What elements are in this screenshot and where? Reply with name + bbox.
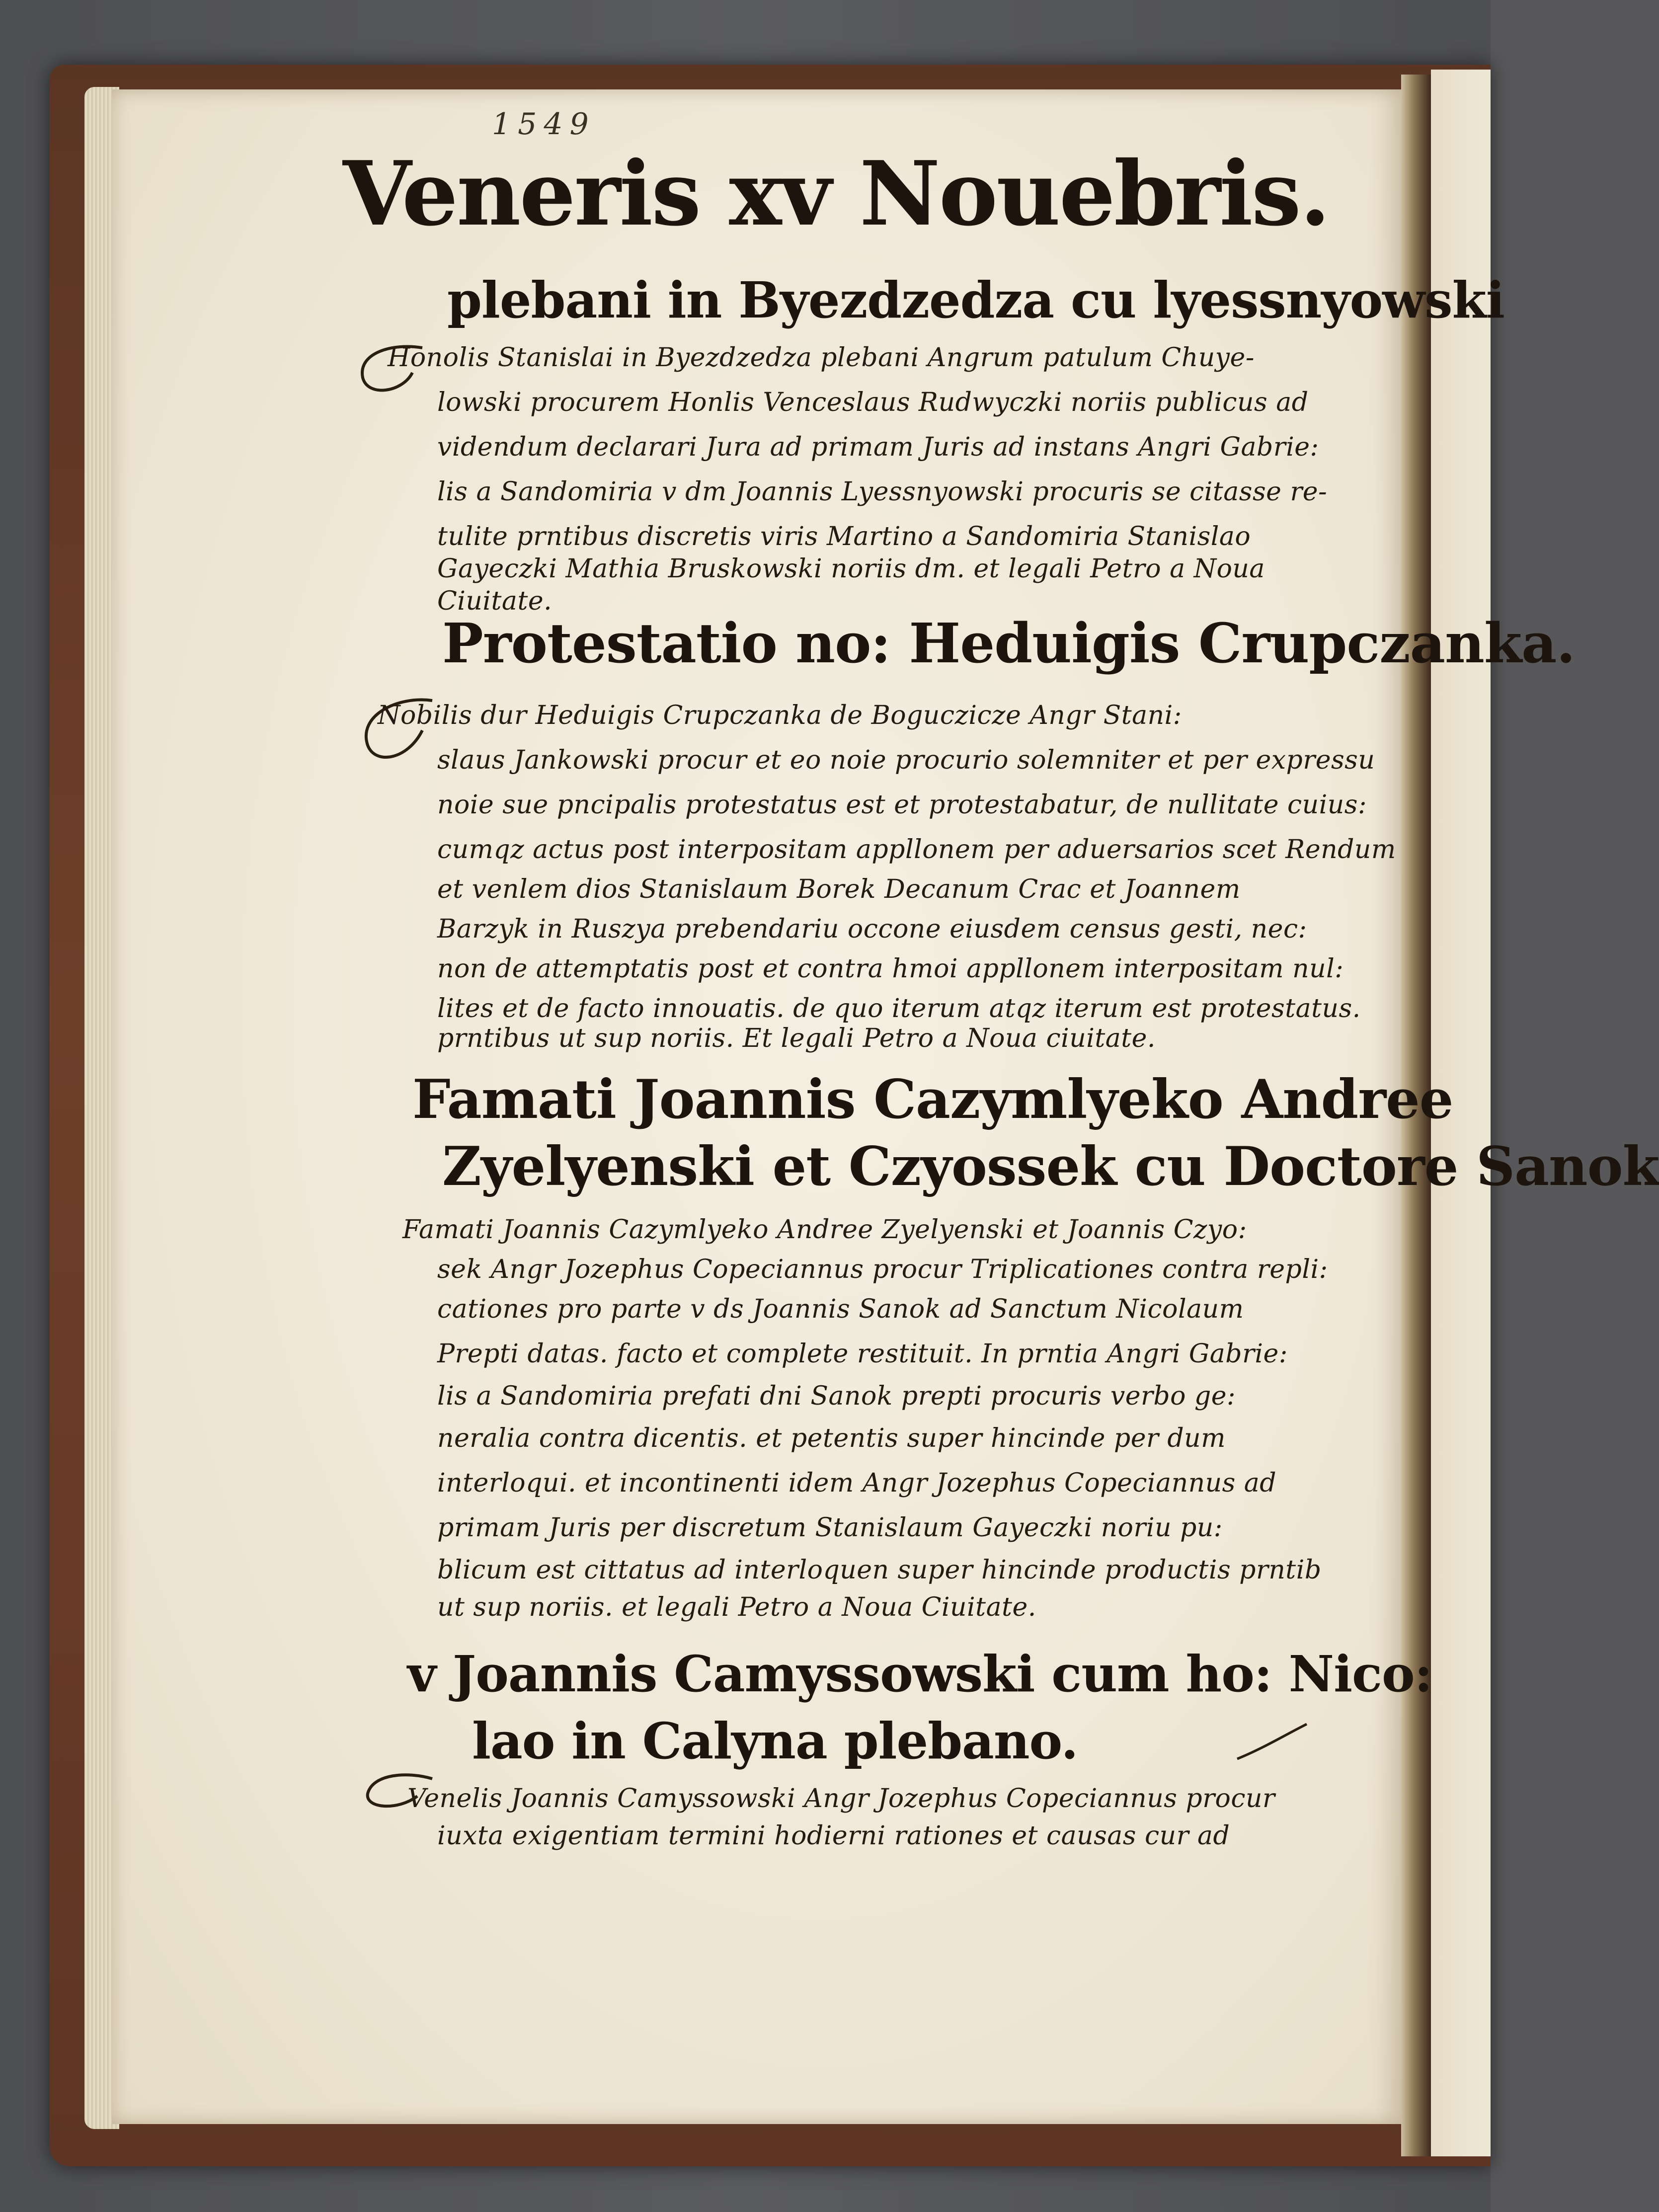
entry-heading: Protestatio no: Heduigis Crupczanka.: [442, 611, 1575, 675]
entry-heading: Zyelyenski et Czyossek cu Doctore Sanok: [442, 1135, 1659, 1198]
text-line: cumqz actus post interpositam appllonem per aduersarios scet Rendum: [437, 835, 1396, 865]
text-line: prntibus ut sup noriis. Et legali Petro a Noua ciuitate.: [437, 1024, 1156, 1053]
entry-heading: v Joannis Camyssowski cum ho: Nico:: [407, 1645, 1432, 1703]
text-line: et venlem dios Stanislaum Borek Decanum Crac et Joannem: [437, 874, 1241, 904]
text-line: lis a Sandomiria prefati dni Sanok prepti procuris verbo ge:: [437, 1381, 1236, 1411]
text-line: Ciuitate.: [437, 586, 553, 616]
text-line: lis a Sandomiria v dm Joannis Lyessnyowski procuris se citasse re-: [437, 477, 1328, 507]
text-line: noie sue pncipalis protestatus est et protestabatur, de nullitate cuius:: [437, 790, 1367, 820]
text-line: primam Juris per discretum Stanislaum Gayeczki noriu pu:: [437, 1513, 1223, 1543]
text-line: Nobilis dur Heduigis Crupczanka de Boguczicze Angr Stani:: [378, 701, 1182, 730]
text-line: cationes pro parte v ds Joannis Sanok ad Sanctum Nicolaum: [437, 1294, 1244, 1324]
text-line: Prepti datas. facto et complete restituit. In prntia Angri Gabrie:: [437, 1339, 1288, 1369]
text-line: Gayeczki Mathia Bruskowski noriis dm. et legali Petro a Noua: [437, 554, 1265, 584]
text-line: slaus Jankowski procur et eo noie procurio solemniter et per expressu: [437, 745, 1375, 775]
entry-heading: plebani in Byezdzedza cu lyessnyowski: [447, 271, 1504, 329]
text-line: interloqui. et incontinenti idem Angr Jozephus Copeciannus ad: [437, 1468, 1277, 1498]
folio-year: 1549: [492, 107, 596, 142]
text-line: sek Angr Jozephus Copeciannus procur Triplicationes contra repli:: [437, 1255, 1328, 1284]
text-line: blicum est cittatus ad interloquen super hincinde productis prntib: [437, 1555, 1322, 1585]
text-line: Famati Joannis Cazymlyeko Andree Zyelyenski et Joannis Czyo:: [402, 1215, 1247, 1245]
text-line: iuxta exigentiam termini hodierni rationes et causas cur ad: [437, 1821, 1230, 1851]
text-line: Barzyk in Ruszya prebendariu occone eiusdem census gesti, nec:: [437, 914, 1307, 944]
text-line: lites et de facto innouatis. de quo iterum atqz iterum est protestatus.: [437, 994, 1361, 1024]
page-title: Veneris xv Nouebris.: [343, 142, 1329, 245]
text-line: Honolis Stanislai in Byezdzedza plebani Angrum patulum Chuye-: [388, 343, 1255, 373]
entry-heading: Famati Joannis Cazymlyeko Andree: [412, 1068, 1453, 1131]
entry-heading: lao in Calyna plebano.: [472, 1712, 1078, 1770]
text-line: tulite prntibus discretis viris Martino a Sandomiria Stanislao: [437, 522, 1251, 552]
text-line: lowski procurem Honlis Venceslaus Rudwyczki noriis publicus ad: [437, 388, 1309, 417]
text-line: non de attemptatis post et contra hmoi appllonem interpositam nul:: [437, 954, 1344, 984]
text-line: neralia contra dicentis. et petentis super hincinde per dum: [437, 1423, 1226, 1453]
text-line: Venelis Joannis Camyssowski Angr Jozephus Copeciannus procur: [407, 1784, 1275, 1814]
text-line: videndum declarari Jura ad primam Juris ad instans Angri Gabrie:: [437, 432, 1319, 462]
text-line: ut sup noriis. et legali Petro a Noua Ciuitate.: [437, 1592, 1036, 1622]
